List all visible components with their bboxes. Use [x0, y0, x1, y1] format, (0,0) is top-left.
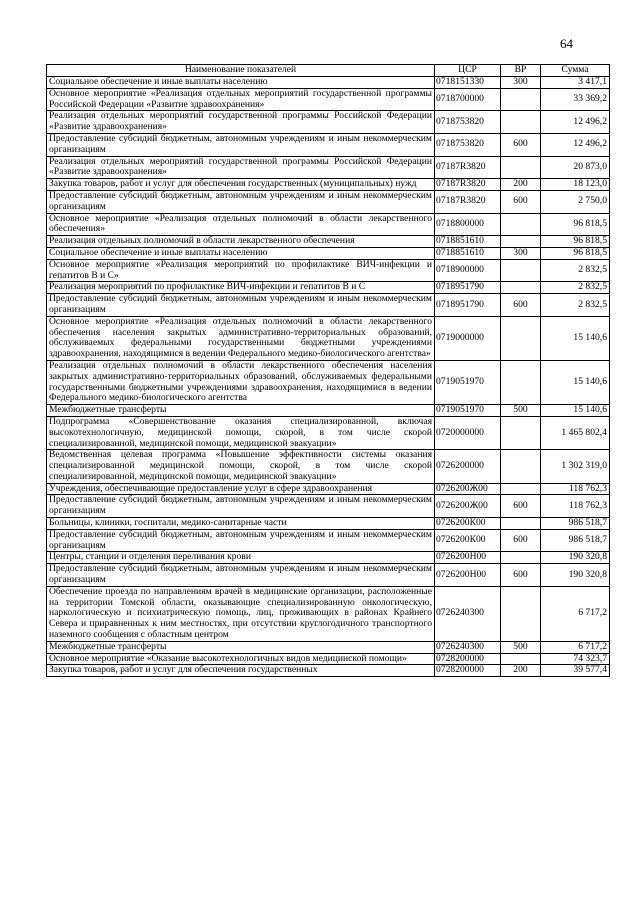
row-csr: 0726200000 [435, 450, 501, 483]
page-number: 64 [560, 36, 573, 51]
row-vr: 600 [501, 294, 541, 317]
table-row [47, 282, 610, 294]
row-csr: 0719000000 [435, 316, 501, 360]
table-row [47, 552, 610, 564]
row-name: Реализация отдельных мероприятий государственной программы Российской Федерации «Развитие здравоохранения» [47, 111, 435, 134]
row-sum: 2 832,5 [541, 294, 610, 317]
row-sum: 15 140,6 [541, 405, 610, 417]
row-csr: 0726200К00 [435, 518, 501, 530]
row-name: Больницы, клиники, госпитали, медико-санитарные части [47, 518, 435, 530]
table-body [47, 77, 610, 677]
row-csr: 0718851610 [435, 236, 501, 248]
row-sum: 2 750,0 [541, 190, 610, 213]
table-row [47, 653, 610, 665]
row-sum: 6 717,2 [541, 641, 610, 653]
row-sum: 2 832,5 [541, 282, 610, 294]
row-vr: 600 [501, 564, 541, 587]
row-name: Межбюджетные трансферты [47, 641, 435, 653]
row-name: Реализация мероприятий по профилактике ВИЧ-инфекции и гепатитов В и С [47, 282, 435, 294]
row-sum: 15 140,6 [541, 360, 610, 404]
row-sum: 12 496,2 [541, 111, 610, 134]
row-csr: 0718151330 [435, 77, 501, 89]
row-name: Предоставление субсидий бюджетным, автономным учреждениям и иным некоммерческим организациям [47, 495, 435, 518]
row-vr [501, 483, 541, 495]
row-name: Реализация отдельных полномочий в области лекарственного обеспечения населения закрытых административно-территориальных образований, обслуживаемых федеральными государственными бюджетными учреждениями здравоохранения, находящимися в ведении Федерального медико-биологического агентства [47, 360, 435, 404]
row-vr: 300 [501, 77, 541, 89]
row-name: Основное мероприятие «Реализация отдельных мероприятий государственной программы Российской Федерации «Развитие здравоохранения» [47, 88, 435, 111]
row-vr [501, 552, 541, 564]
row-sum: 39 577,4 [541, 665, 610, 677]
row-vr [501, 316, 541, 360]
row-vr [501, 156, 541, 179]
table-row [47, 133, 610, 156]
row-vr [501, 111, 541, 134]
row-name: Обеспечение проезда по направлениям врачей в медицинские организации, расположенные на территории Томской области, оказывающие специализированную онкологическую, наркологическую и психиатрическую помощь, лиц, проживающих в районах Крайнего Севера и приравненных к ним местностях, при отсутствии круглогодичного транспортного наземного сообщения с областным центром [47, 586, 435, 641]
table-row [47, 416, 610, 449]
row-sum: 96 818,5 [541, 213, 610, 236]
row-sum: 3 417,1 [541, 77, 610, 89]
row-vr: 500 [501, 641, 541, 653]
row-vr: 600 [501, 133, 541, 156]
row-csr: 0718900000 [435, 259, 501, 282]
row-sum: 33 369,2 [541, 88, 610, 111]
header-csr: ЦСР [435, 65, 501, 77]
row-sum: 15 140,6 [541, 316, 610, 360]
row-name: Предоставление субсидий бюджетным, автономным учреждениям и иным некоммерческим организациям [47, 294, 435, 317]
row-vr: 600 [501, 529, 541, 552]
row-sum: 118 762,3 [541, 495, 610, 518]
row-name: Основное мероприятие «Реализация отдельных полномочий в области лекарственного обеспечения населения закрытых административно-территориальных образований, обслуживаемых федеральными государственными бюджетными учреждениями здравоохранения, находящимися в ведении Федерального медико-биологического агентства» [47, 316, 435, 360]
row-csr: 0726240300 [435, 586, 501, 641]
row-vr [501, 88, 541, 111]
row-name: Реализация отдельных полномочий в области лекарственного обеспечения [47, 236, 435, 248]
row-csr: 07187R3820 [435, 179, 501, 191]
table-row [47, 179, 610, 191]
row-csr: 0718951790 [435, 282, 501, 294]
row-csr: 07187R3820 [435, 156, 501, 179]
budget-table [46, 64, 610, 677]
row-csr: 0726200Ж00 [435, 495, 501, 518]
row-sum: 1 302 319,0 [541, 450, 610, 483]
row-sum: 2 832,5 [541, 259, 610, 282]
table-row [47, 518, 610, 530]
row-vr: 200 [501, 665, 541, 677]
row-sum: 190 320,8 [541, 564, 610, 587]
row-csr: 0718851610 [435, 247, 501, 259]
row-sum: 12 496,2 [541, 133, 610, 156]
row-name: Основное мероприятие «Реализация отдельных полномочий в области лекарственного обеспечения» [47, 213, 435, 236]
table-row [47, 190, 610, 213]
row-vr [501, 416, 541, 449]
row-vr: 500 [501, 405, 541, 417]
table-row [47, 495, 610, 518]
row-sum: 190 320,8 [541, 552, 610, 564]
table-row [47, 236, 610, 248]
row-vr [501, 236, 541, 248]
table-row [47, 294, 610, 317]
row-sum: 6 717,2 [541, 586, 610, 641]
header-sum: Сумма [541, 65, 610, 77]
row-name: Предоставление субсидий бюджетным, автономным учреждениям и иным некоммерческим организациям [47, 529, 435, 552]
table-row [47, 529, 610, 552]
row-vr [501, 450, 541, 483]
table-row [47, 405, 610, 417]
table-row [47, 450, 610, 483]
row-name: Ведомственная целевая программа «Повышение эффективности системы оказания специализированной медицинской помощи, скорой, в том числе скорой специализированной, медицинской помощи, медицинской эвакуации» [47, 450, 435, 483]
row-vr: 300 [501, 247, 541, 259]
row-name: Социальное обеспечение и иные выплаты населению [47, 247, 435, 259]
row-sum: 74 323,7 [541, 653, 610, 665]
table-row [47, 111, 610, 134]
row-name: Реализация отдельных мероприятий государственной программы Российской Федерации «Развитие здравоохранения» [47, 156, 435, 179]
row-csr: 0726240300 [435, 641, 501, 653]
row-vr [501, 282, 541, 294]
row-sum: 96 818,5 [541, 247, 610, 259]
table-row [47, 156, 610, 179]
table-row [47, 483, 610, 495]
row-sum: 986 518,7 [541, 518, 610, 530]
row-csr: 0726200Н00 [435, 552, 501, 564]
table-row [47, 259, 610, 282]
row-vr [501, 586, 541, 641]
row-csr: 0718753820 [435, 133, 501, 156]
row-csr: 0726200К00 [435, 529, 501, 552]
row-csr: 0719051970 [435, 405, 501, 417]
table-row [47, 360, 610, 404]
row-sum: 96 818,5 [541, 236, 610, 248]
row-vr: 600 [501, 495, 541, 518]
row-name: Подпрограмма «Совершенствование оказания специализированной, включая высокотехнологичную, медицинской помощи, скорой, в том числе скорой специализированной, медицинской помощи, медицинской эвакуации» [47, 416, 435, 449]
row-vr: 200 [501, 179, 541, 191]
table-row [47, 586, 610, 641]
table-header-row [47, 65, 610, 77]
row-vr [501, 518, 541, 530]
table-row [47, 564, 610, 587]
row-csr: 0718951790 [435, 294, 501, 317]
row-name: Центры, станции и отделения переливания крови [47, 552, 435, 564]
row-vr [501, 259, 541, 282]
row-name: Социальное обеспечение и иные выплаты населению [47, 77, 435, 89]
row-csr: 0726200Ж00 [435, 483, 501, 495]
row-sum: 986 518,7 [541, 529, 610, 552]
row-csr: 0726200Н00 [435, 564, 501, 587]
row-csr: 0718700000 [435, 88, 501, 111]
row-name: Межбюджетные трансферты [47, 405, 435, 417]
row-csr: 0728200000 [435, 665, 501, 677]
table-row [47, 316, 610, 360]
row-name: Основное мероприятие «Реализация мероприятий по профилактике ВИЧ-инфекции и гепатитов В и С» [47, 259, 435, 282]
table-row [47, 665, 610, 677]
row-csr: 0728200000 [435, 653, 501, 665]
row-name: Основное мероприятие «Оказание высокотехнологичных видов медицинской помощи» [47, 653, 435, 665]
table-row [47, 213, 610, 236]
row-sum: 18 123,0 [541, 179, 610, 191]
row-vr [501, 653, 541, 665]
row-name: Учреждения, обеспечивающие предоставление услуг в сфере здравоохранения [47, 483, 435, 495]
row-vr [501, 213, 541, 236]
row-vr [501, 360, 541, 404]
row-csr: 0718800000 [435, 213, 501, 236]
table-row [47, 88, 610, 111]
table-row [47, 247, 610, 259]
header-vr: ВР [501, 65, 541, 77]
row-name: Закупка товаров, работ и услуг для обеспечения государственных [47, 665, 435, 677]
row-sum: 20 873,0 [541, 156, 610, 179]
row-csr: 0720000000 [435, 416, 501, 449]
row-csr: 0718753820 [435, 111, 501, 134]
header-name: Наименование показателей [47, 65, 435, 77]
row-sum: 118 762,3 [541, 483, 610, 495]
row-csr: 0719051970 [435, 360, 501, 404]
row-name: Предоставление субсидий бюджетным, автономным учреждениям и иным некоммерческим организациям [47, 190, 435, 213]
row-vr: 600 [501, 190, 541, 213]
table-row [47, 77, 610, 89]
row-name: Закупка товаров, работ и услуг для обеспечения государственных (муниципальных) нужд [47, 179, 435, 191]
row-name: Предоставление субсидий бюджетным, автономным учреждениям и иным некоммерческим организациям [47, 133, 435, 156]
table-row [47, 641, 610, 653]
row-name: Предоставление субсидий бюджетным, автономным учреждениям и иным некоммерческим организациям [47, 564, 435, 587]
row-sum: 1 465 802,4 [541, 416, 610, 449]
row-csr: 07187R3820 [435, 190, 501, 213]
